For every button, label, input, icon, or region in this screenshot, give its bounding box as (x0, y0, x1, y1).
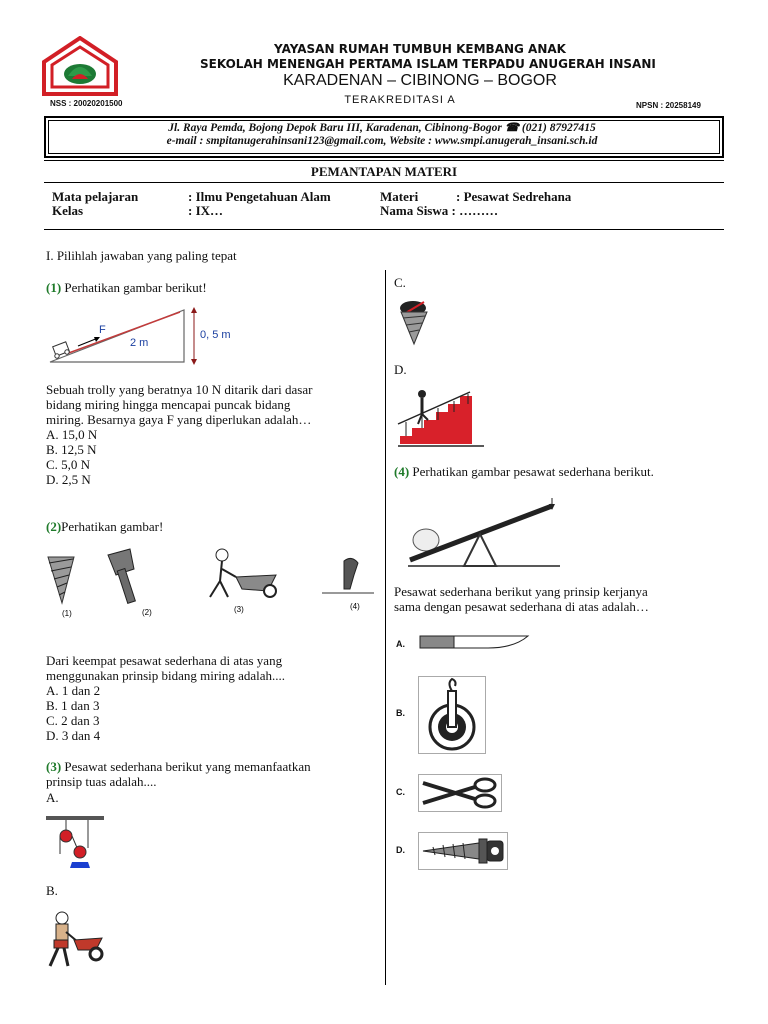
force-label: F (99, 324, 106, 336)
question-2-prompt (46, 519, 163, 534)
question-2-number: (2) (46, 519, 62, 534)
question-3-option-a[interactable]: A. (46, 790, 59, 805)
tool-icon (322, 558, 374, 593)
nss-number: NSS : 20020201500 (50, 99, 123, 108)
header-divider-bottom (44, 229, 724, 230)
simple-machines-figure (44, 545, 384, 621)
screw-bolt-icon[interactable] (418, 832, 508, 870)
question-3-text-2: prinsip tuas adalah.... (46, 774, 157, 789)
question-1-text-2: bidang miring hingga mencapai puncak bidang (46, 397, 291, 412)
question-3-number: (3) (46, 759, 62, 774)
question-2-prompt-text: Perhatikan gambar! (61, 519, 164, 534)
question-3-option-b[interactable]: B. (46, 883, 58, 898)
inclined-plane-figure (44, 302, 234, 368)
wheelbarrow-icon (210, 549, 276, 597)
axe-icon (108, 549, 135, 603)
question-1-prompt-text: Perhatikan gambar berikut! (61, 280, 207, 295)
figure-label-1: (1) (62, 609, 72, 618)
school-address: Jl. Raya Pemda, Bojong Depok Baru III, Karadenan, Cibinong-Bogor ☎ (021) 87927415 (168, 122, 596, 134)
class-label: Kelas (52, 203, 84, 218)
staircase-icon[interactable] (396, 388, 486, 448)
question-1-option-a[interactable]: A. 15,0 N (46, 427, 98, 442)
accreditation: TERAKREDITASI A (344, 94, 456, 106)
question-1-text-3: miring. Besarnya gaya F yang diperlukan adalah… (46, 412, 312, 427)
question-2-option-b[interactable]: B. 1 dan 3 (46, 698, 100, 713)
figure-label-4: (4) (350, 602, 360, 611)
question-1-number: (1) (46, 280, 62, 295)
foundation-name: YAYASAN RUMAH TUMBUH KEMBANG ANAK (274, 42, 566, 56)
question-4-option-c[interactable]: C. (396, 787, 405, 797)
lever-figure (406, 494, 562, 568)
page-title: PEMANTAPAN MATERI (310, 164, 458, 179)
question-4-prompt-text: Perhatikan gambar pesawat sederhana berikut. (409, 464, 654, 479)
school-contact: e-mail : smpitanugerahinsani123@gmail.com, Website : www.smpi.anugerah_insani.sch.id (166, 135, 598, 147)
question-1-prompt (46, 280, 207, 295)
question-4-prompt (394, 464, 654, 479)
question-2-option-d[interactable]: D. 3 dan 4 (46, 728, 101, 743)
question-1-option-c[interactable]: C. 5,0 N (46, 457, 91, 472)
question-4-text-1: Pesawat sederhana berikut yang prinsip kerjanya (394, 584, 648, 599)
question-4-number: (4) (394, 464, 410, 479)
school-name: SEKOLAH MENENGAH PERTAMA ISLAM TERPADU ANUGERAH INSANI (200, 57, 656, 71)
section-heading: I. Pilihlah jawaban yang paling tepat (46, 248, 237, 263)
question-2-option-c[interactable]: C. 2 dan 3 (46, 713, 100, 728)
material-value: : Pesawat Sedrehana (456, 189, 572, 204)
header-divider-mid (44, 182, 724, 183)
student-name-label: Nama Siswa : ……… (380, 203, 499, 218)
subject-value: : Ilmu Pengetahuan Alam (188, 189, 331, 204)
question-1-text-1: Sebuah trolly yang beratnya 10 N ditarik dari dasar (46, 382, 313, 397)
column-divider (385, 270, 386, 985)
question-4-text-2: sama dengan pesawat sederhana di atas adalah… (394, 599, 649, 614)
figure-label-3: (3) (234, 605, 244, 614)
question-3-text: Pesawat sederhana berikut yang memanfaatkan (61, 759, 311, 774)
height-label: 0, 5 m (200, 329, 231, 341)
material-label: Materi (380, 189, 419, 204)
question-2-text-2: menggunakan prinsip bidang miring adalah.... (46, 668, 286, 683)
question-1-option-b[interactable]: B. 12,5 N (46, 442, 97, 457)
wedge-icon[interactable] (398, 300, 432, 346)
question-2-text-1: Dari keempat pesawat sederhana di atas yang (46, 653, 283, 668)
wheelbarrow-worker-icon[interactable] (42, 910, 108, 970)
question-4-option-b[interactable]: B. (396, 708, 405, 718)
school-city: KARADENAN – CIBINONG – BOGOR (283, 72, 557, 89)
screw-icon (48, 557, 74, 603)
header-divider-top (44, 160, 724, 161)
figure-label-2: (2) (142, 608, 152, 617)
subject-label: Mata pelajaran (52, 189, 139, 204)
question-4-option-a[interactable]: A. (396, 639, 405, 649)
question-3-option-d[interactable]: D. (394, 362, 407, 377)
question-3-option-c[interactable]: C. (394, 275, 406, 290)
slope-length-label: 2 m (130, 337, 149, 349)
question-3-text-1 (46, 759, 311, 774)
npsn-number: NPSN : 20258149 (636, 101, 701, 110)
question-2-option-a[interactable]: A. 1 dan 2 (46, 683, 101, 698)
knife-icon[interactable] (418, 630, 532, 654)
scissors-icon[interactable] (418, 774, 502, 812)
question-4-option-d[interactable]: D. (396, 845, 405, 855)
pulley-icon[interactable] (44, 814, 110, 870)
class-value: : IX… (188, 203, 224, 218)
wheel-and-axle-icon[interactable] (418, 676, 486, 754)
school-logo (42, 36, 118, 96)
question-1-option-d[interactable]: D. 2,5 N (46, 472, 91, 487)
